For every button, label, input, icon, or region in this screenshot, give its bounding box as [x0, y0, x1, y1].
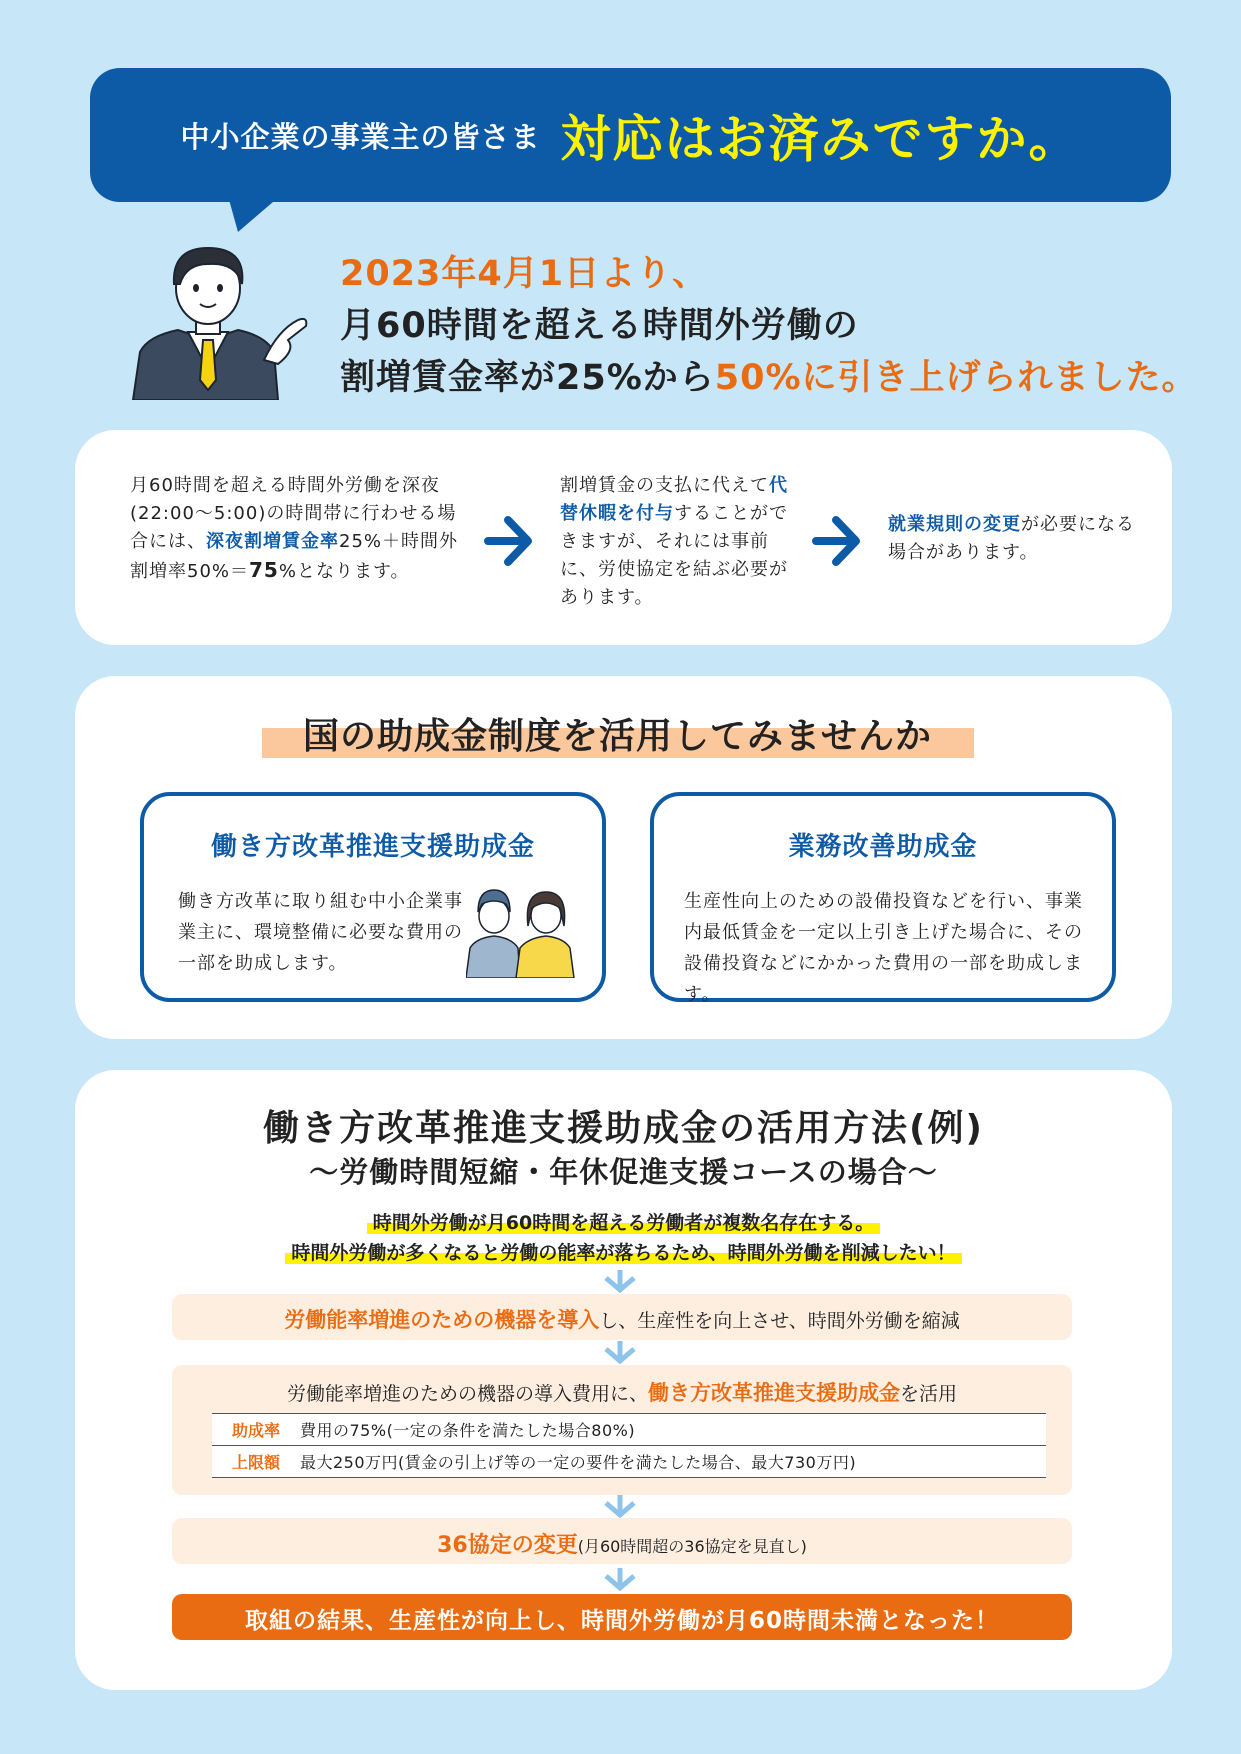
subsidies-title: 国の助成金制度を活用してみませんか	[302, 716, 932, 757]
headline-date: 2023年4月1日より、	[340, 254, 709, 294]
flow-step-rest: (月60時間超の36協定を見直し)	[577, 1537, 807, 1556]
table-row	[212, 1446, 1046, 1478]
step3-highlight: 就業規則の変更	[888, 514, 1021, 535]
problem-line-1	[75, 1208, 1172, 1235]
flow-step-highlight: 労働能率増進のための機器を導入	[284, 1308, 600, 1332]
step2-text2: することができますが、それには事前に、労使協定を結ぶ必要があります。	[560, 503, 788, 608]
banner-tail	[228, 196, 280, 232]
problem-line-2	[75, 1238, 1172, 1265]
flow-step-highlight: 働き方改革推進支援助成金	[648, 1381, 900, 1405]
limit-value: 最大250万円(賃金の引上げ等の一定の要件を満たした場合、最大730万円)	[300, 1453, 857, 1472]
limit-label: 上限額	[231, 1453, 280, 1472]
step-substitute-leave	[560, 472, 800, 612]
step1-text3: %となります。	[278, 561, 410, 582]
rate-label: 助成率	[231, 1421, 280, 1440]
problem-text: 時間外労働が月60時間を超える労働者が複数名存在する。	[367, 1212, 880, 1234]
flow-step-text-a: 労働能率増進のための機器の導入費用に、	[286, 1383, 648, 1405]
headline-line3-text: 割増賃金率が25%から	[340, 358, 715, 398]
step1-number: 75	[249, 558, 279, 582]
subsidy-box-improvement	[650, 792, 1116, 1005]
arrow-right-icon	[482, 514, 534, 568]
example-title: 働き方改革推進支援助成金の活用方法(例)	[263, 1108, 984, 1149]
example-subtitle: 〜労働時間短縮・年休促進支援コースの場合〜	[309, 1155, 938, 1189]
flow-step-text	[172, 1377, 1072, 1407]
problem-text: 時間外労働が多くなると労働の能率が落ちるため、時間外労働を削減したい！	[285, 1242, 961, 1264]
step-work-rules	[888, 511, 1138, 567]
down-arrow-icon	[602, 1495, 638, 1519]
result-text: 取組の結果、生産性が向上し、時間外労働が月60時間未満となった！	[244, 1608, 999, 1634]
subsidy-box-desc: 生産性向上のための設備投資などを行い、事業内最低賃金を一定以上引き上げた場合に、その設備投資などにかかった費用の一部を助成します。	[684, 891, 1083, 1005]
flow-step-text	[172, 1528, 1072, 1559]
workers-illustration	[466, 876, 576, 978]
banner-title: 対応はお済みですか。	[560, 110, 1081, 168]
step1-highlight: 深夜割増賃金率	[206, 531, 339, 552]
headline	[340, 248, 1220, 404]
flow-step-text-b: を活用	[900, 1383, 958, 1405]
step2-text: 割増賃金の支払に代えて	[560, 475, 769, 496]
down-arrow-icon	[602, 1341, 638, 1365]
step3-text: が必要になる場合があります。	[888, 514, 1135, 563]
flow-step-rest: し、生産性を向上させ、時間外労働を縮減	[599, 1310, 960, 1332]
table-row	[212, 1414, 1046, 1446]
subsidy-rate-table	[212, 1413, 1046, 1478]
flow-step-text	[172, 1304, 1072, 1334]
subsidy-box-desc: 働き方改革に取り組む中小企業事業主に、環境整備に必要な費用の一部を助成します。	[178, 891, 463, 974]
flow-step-equipment	[172, 1294, 1072, 1340]
businessman-illustration	[128, 240, 318, 400]
down-arrow-icon	[602, 1568, 638, 1592]
rate-value: 費用の75%(一定の条件を満たした場合80%)	[300, 1421, 636, 1440]
banner-subtitle: 中小企業の事業主の皆さま	[180, 119, 541, 154]
flow-step-highlight: 36協定の変更	[437, 1533, 578, 1558]
subsidy-box-title: 業務改善助成金	[788, 832, 978, 862]
result-banner	[172, 1594, 1072, 1640]
arrow-right-icon	[810, 514, 862, 568]
flow-step-agreement	[172, 1518, 1072, 1564]
subsidies-heading	[260, 706, 975, 760]
headline-line2: 月60時間を超える時間外労働の	[340, 306, 859, 346]
step-night-premium	[130, 472, 470, 586]
step1-text2: 25%＋時間外割増率50%＝	[130, 531, 459, 582]
headline-line3-highlight: 50%に引き上げられました。	[714, 358, 1198, 398]
subsidy-box-title: 働き方改革推進支援助成金	[210, 832, 535, 862]
headline-line3	[340, 352, 1220, 404]
step1-text: 月60時間を超える時間外労働を深夜(22:00〜5:00)の時間帯に行わせる場合には、	[130, 475, 457, 552]
header-banner	[90, 68, 1171, 202]
step2-highlight: 代替休暇を付与	[560, 475, 788, 524]
down-arrow-icon	[602, 1270, 638, 1294]
flow-step-subsidy	[172, 1365, 1072, 1495]
